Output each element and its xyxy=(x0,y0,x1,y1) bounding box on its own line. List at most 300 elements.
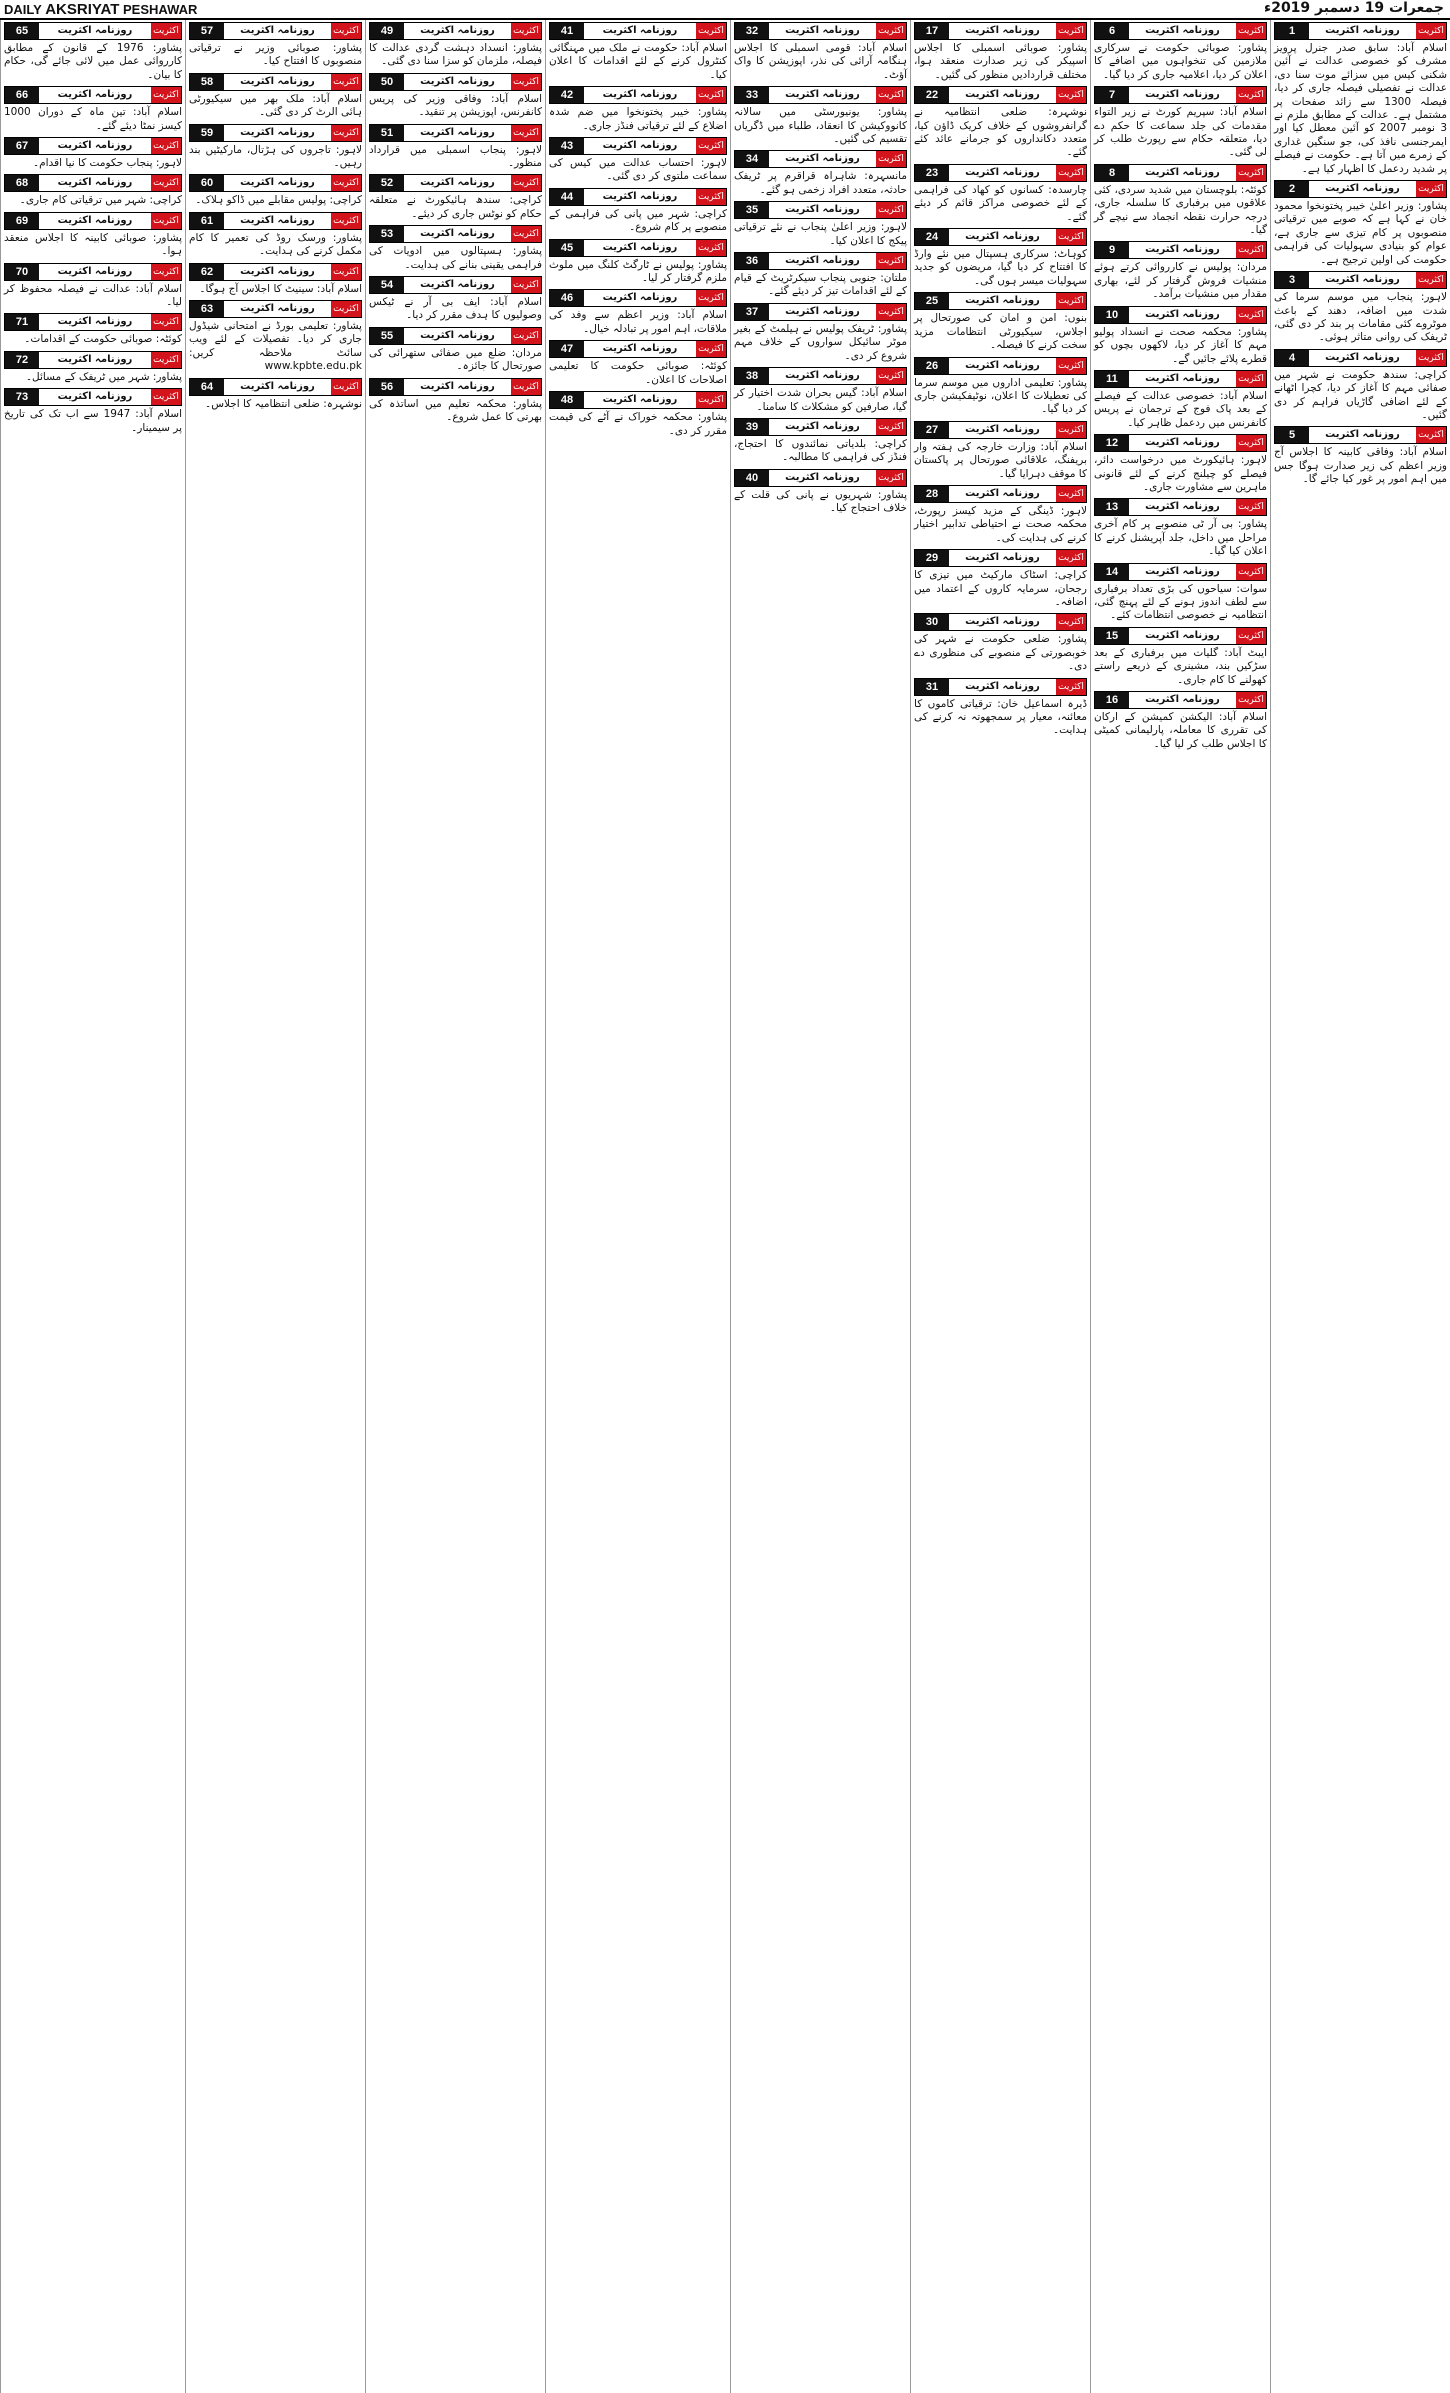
notice-body: پشاور: شہر میں ٹریفک کے مسائل۔ xyxy=(25,370,182,383)
paper-logo-badge: اکثریت xyxy=(511,277,541,293)
paper-logo-badge: اکثریت xyxy=(1236,87,1266,103)
notice-header xyxy=(4,263,182,281)
paper-logo-badge: اکثریت xyxy=(1236,242,1266,258)
notice-number: 1 xyxy=(1275,23,1309,39)
notice-body: اسلام آباد: سابق صدر جنرل پرویز مشرف کو خصوصی عدالت نے آئین شکنی کیس میں سزائے موت سنا دی، عدالت نے تفصیلی فیصلہ جاری کر دیا، فیصلہ 1300 سے زائد صفحات پر مشتمل ہے۔ عدالت کے مطابق ملزم نے 3 نومبر 2007 کو آئین معطل کیا اور ایمرجنسی نافذ کی، جو سنگین غداری کے زمرے میں آتا ہے۔ حکومت نے فیصلے پر شدید ردعمل کا اظہار کیا ہے۔ xyxy=(1274,42,1448,175)
paper-logo-badge: اکثریت xyxy=(511,74,541,90)
notice-header xyxy=(1094,627,1267,645)
notice-source-label: روزنامہ اکثریت xyxy=(240,265,315,277)
notice-source-label: روزنامہ اکثریت xyxy=(57,25,133,36)
notice-body: پشاور: ضلعی حکومت نے شہر کی خوبصورتی کے منصوبے کی منظوری دے دی۔ xyxy=(914,633,1087,673)
notice-header xyxy=(369,124,542,142)
notice-number: 13 xyxy=(1095,499,1129,515)
notice-source-label: روزنامہ اکثریت xyxy=(1325,183,1400,195)
classified-notice xyxy=(549,22,727,82)
classified-notice xyxy=(549,239,727,286)
classified-notice xyxy=(1094,86,1267,160)
classified-notice xyxy=(369,174,542,221)
notice-number: 11 xyxy=(1095,371,1129,387)
notice-header xyxy=(189,212,362,230)
notice-number: 60 xyxy=(190,175,224,191)
paper-logo-badge: اکثریت xyxy=(1056,614,1086,630)
notice-body: کراچی: اسٹاک مارکیٹ میں تیزی کا رجحان، سرمایہ کاروں کے اعتماد میں اضافہ۔ xyxy=(914,569,1087,608)
notice-body: پشاور: تعلیمی بورڈ نے امتحانی شیڈول جاری کر دیا۔ تفصیلات کے لئے ویب سائٹ ملاحظہ کریں: www.kpbte.edu.pk xyxy=(189,320,362,373)
notice-source-label: روزنامہ اکثریت xyxy=(602,140,678,152)
notice-header xyxy=(1094,22,1267,40)
notice-source-label: روزنامہ اکثریت xyxy=(1325,25,1400,36)
notice-source-label: روزنامہ اکثریت xyxy=(785,420,860,432)
notice-body: اسلام آباد: عدالت نے فیصلہ محفوظ کر لیا۔ xyxy=(4,282,182,309)
masthead xyxy=(0,0,1450,20)
notice-header xyxy=(369,73,542,91)
notice-source-label: روزنامہ اکثریت xyxy=(602,241,678,253)
classified-notice xyxy=(189,22,362,69)
paper-logo-badge: اکثریت xyxy=(1236,371,1266,387)
notice-number: 32 xyxy=(735,23,769,39)
classified-notice xyxy=(369,276,542,323)
notice-body: اسلام آباد: الیکشن کمیشن کے ارکان کی تقرری کا معاملہ، پارلیمانی کمیٹی کا اجلاس طلب کر لیا گیا۔ xyxy=(1094,711,1267,750)
notice-header xyxy=(1274,271,1447,289)
notice-number: 57 xyxy=(190,23,224,39)
classified-columns xyxy=(0,20,1450,2393)
paper-logo-badge: اکثریت xyxy=(1416,23,1446,39)
classified-notice xyxy=(4,388,182,435)
notice-number: 34 xyxy=(735,151,769,167)
paper-logo-badge: اکثریت xyxy=(511,175,541,191)
notice-number: 61 xyxy=(190,213,224,229)
notice-header xyxy=(914,357,1087,375)
notice-body: مردان: ضلع میں صفائی ستھرائی کی صورتحال کا جائزہ۔ xyxy=(369,346,542,373)
notice-body: مانسہرہ: شاہراہ قراقرم پر ٹریفک حادثہ، متعدد افراد زخمی ہو گئے۔ xyxy=(734,170,907,196)
notice-body: ایبٹ آباد: گلیات میں برفباری کے بعد سڑکیں بند، مشینری کے ذریعے راستے کھولنے کا کام جاری۔ xyxy=(1094,646,1267,686)
notice-number: 41 xyxy=(550,23,584,39)
paper-logo-badge: اکثریت xyxy=(1056,422,1086,438)
notice-body: پشاور: محکمہ تعلیم میں اساتذہ کی بھرتی کا عمل شروع۔ xyxy=(369,397,542,424)
paper-logo-badge: اکثریت xyxy=(151,175,181,191)
notice-header xyxy=(1094,241,1267,259)
notice-header xyxy=(914,292,1087,310)
notice-body: کوئٹہ: بلوچستان میں شدید سردی، کئی علاقوں میں برفباری کا سلسلہ جاری، درجہ حرارت نقطہ انجماد سے نیچے گر گیا۔ xyxy=(1094,183,1267,237)
notice-source-label: روزنامہ اکثریت xyxy=(420,75,495,87)
notice-header xyxy=(1094,370,1267,388)
notice-header xyxy=(914,22,1087,40)
notice-body: کراچی: سندھ ہائیکورٹ نے متعلقہ حکام کو نوٹس جاری کر دیئے۔ xyxy=(369,194,542,220)
classified-notice xyxy=(1094,370,1267,430)
notice-number: 49 xyxy=(370,23,404,39)
paper-logo-badge: اکثریت xyxy=(696,189,726,205)
paper-logo-badge: اکثریت xyxy=(1236,564,1266,580)
column-6 xyxy=(365,20,545,2393)
notice-body: بنوں: امن و امان کی صورتحال پر اجلاس، سیکیورٹی انتظامات مزید سخت کرنے کا فیصلہ۔ xyxy=(914,312,1087,352)
notice-number: 27 xyxy=(915,422,949,438)
notice-number: 55 xyxy=(370,328,404,344)
paper-logo-badge: اکثریت xyxy=(696,290,726,306)
notice-header xyxy=(369,327,542,345)
classified-notice xyxy=(549,188,727,235)
notice-number: 37 xyxy=(735,304,769,320)
paper-logo-badge: اکثریت xyxy=(331,213,361,229)
notice-header xyxy=(1274,426,1447,444)
notice-body: پشاور: پولیس نے ٹارگٹ کلنگ میں ملوث ملزم گرفتار کر لیا۔ xyxy=(549,258,727,285)
classified-notice xyxy=(914,292,1087,352)
notice-header xyxy=(549,340,727,358)
notice-body: اسلام آباد: خصوصی عدالت کے فیصلے کے بعد پاک فوج کے ترجمان نے پریس کانفرنس میں ردعمل ظاہر کیا۔ xyxy=(1094,389,1267,429)
paper-title: AKSRIYAT xyxy=(45,1,120,18)
notice-body: نوشہرہ: ضلعی انتظامیہ کا اجلاس۔ xyxy=(205,397,362,410)
notice-header xyxy=(1274,349,1447,367)
notice-number: 38 xyxy=(735,368,769,384)
notice-number: 24 xyxy=(915,229,949,245)
paper-logo-badge: اکثریت xyxy=(1416,272,1446,288)
notice-header xyxy=(4,174,182,192)
notice-header xyxy=(4,212,182,230)
notice-source-label: روزنامہ اکثریت xyxy=(240,126,315,138)
classified-notice xyxy=(734,86,907,146)
notice-number: 35 xyxy=(735,202,769,218)
paper-logo-badge: اکثریت xyxy=(1416,427,1446,443)
notice-body: چارسدہ: کسانوں کو کھاد کی فراہمی کے لئے خصوصی مراکز قائم کر دیئے گئے۔ xyxy=(914,183,1087,223)
classified-notice xyxy=(549,340,727,387)
notice-body: اسلام آباد: وفاقی کابینہ کا اجلاس آج وزیر اعظم کی زیر صدارت ہوگا جس میں اہم امور پر غور کیا جائے گا۔ xyxy=(1274,446,1447,486)
notice-number: 68 xyxy=(5,175,39,191)
paper-logo-badge: اکثریت xyxy=(1236,23,1266,39)
notice-body: پشاور: یونیورسٹی میں سالانہ کانووکیشن کا انعقاد، طلباء میں ڈگریاں تقسیم کی گئیں۔ xyxy=(734,106,907,146)
classified-notice xyxy=(914,421,1087,481)
classified-notice xyxy=(369,225,542,272)
classified-notice xyxy=(369,73,542,120)
notice-header xyxy=(914,164,1087,182)
notice-header xyxy=(369,22,542,40)
notice-body: اسلام آباد: گیس بحران شدت اختیار کر گیا، صارفین کو مشکلات کا سامنا۔ xyxy=(734,387,907,413)
notice-source-label: روزنامہ اکثریت xyxy=(57,177,133,189)
notice-source-label: روزنامہ اکثریت xyxy=(602,190,678,202)
classified-notice xyxy=(4,174,182,207)
classified-notice xyxy=(4,137,182,170)
paper-logo-badge: اکثریت xyxy=(1056,87,1086,103)
paper-logo-badge: اکثریت xyxy=(1236,628,1266,644)
notice-body: اسلام آباد: ملک بھر میں سیکیورٹی ہائی الرٹ کر دی گئی۔ xyxy=(189,92,362,119)
notice-body: لاہور: تاجروں کی ہڑتال، مارکیٹیں بند رہیں۔ xyxy=(189,143,362,170)
notice-source-label: روزنامہ اکثریت xyxy=(240,75,315,87)
notice-header xyxy=(1274,180,1447,198)
notice-body: پشاور: وزیر اعلیٰ خیبر پختونخوا محمود خان نے کہا ہے کہ صوبے میں ترقیاتی منصوبوں پر کام تیزی سے جاری ہے، عوام کو بنیادی سہولیات کی فراہمی حکومت کی اولین ترجیح ہے۔ xyxy=(1274,200,1447,266)
notice-source-label: روزنامہ اکثریت xyxy=(602,89,678,101)
notice-header xyxy=(1094,563,1267,581)
notice-source-label: روزنامہ اکثریت xyxy=(785,89,860,101)
paper-logo-badge: اکثریت xyxy=(696,23,726,39)
notice-body: اسلام آباد: ایف بی آر نے ٹیکس وصولیوں کا ہدف مقرر کر دیا۔ xyxy=(369,296,542,322)
notice-header xyxy=(734,418,907,436)
paper-logo-badge: اکثریت xyxy=(1416,350,1446,366)
notice-number: 51 xyxy=(370,125,404,141)
notice-header xyxy=(1094,86,1267,104)
paper-logo-badge: اکثریت xyxy=(151,23,181,39)
paper-logo-badge: اکثریت xyxy=(1056,679,1086,695)
notice-number: 2 xyxy=(1275,181,1309,197)
classified-notice xyxy=(4,313,182,346)
notice-number: 9 xyxy=(1095,242,1129,258)
classified-notice xyxy=(189,73,362,120)
column-8 xyxy=(0,20,185,2393)
notice-header xyxy=(549,188,727,206)
notice-header xyxy=(4,22,182,40)
notice-body: لاہور: احتساب عدالت میں کیس کی سماعت ملتوی کر دی گئی۔ xyxy=(549,157,727,183)
notice-header xyxy=(914,678,1087,696)
notice-source-label: روزنامہ اکثریت xyxy=(785,204,860,216)
notice-number: 25 xyxy=(915,293,949,309)
notice-header xyxy=(734,22,907,40)
notice-header xyxy=(549,391,727,409)
notice-source-label: روزنامہ اکثریت xyxy=(240,303,315,315)
notice-source-label: روزنامہ اکثریت xyxy=(1145,372,1220,384)
notice-header xyxy=(1094,691,1267,709)
notice-header xyxy=(369,276,542,294)
notice-source-label: روزنامہ اکثریت xyxy=(1145,501,1220,513)
classified-notice xyxy=(189,378,362,411)
notice-header xyxy=(1274,22,1447,40)
classified-notice xyxy=(369,22,542,69)
paper-logo-badge: اکثریت xyxy=(331,175,361,191)
notice-source-label: روزنامہ اکثریت xyxy=(240,25,315,36)
notice-body: پشاور: صوبائی حکومت نے سرکاری ملازمین کی تنخواہوں میں اضافے کا اعلان کر دیا، اعلامیہ جاری کر دیا گیا۔ xyxy=(1094,42,1267,81)
paper-logo-badge: اکثریت xyxy=(1236,435,1266,451)
paper-logo-badge: اکثریت xyxy=(1056,165,1086,181)
notice-header xyxy=(914,549,1087,567)
notice-number: 33 xyxy=(735,87,769,103)
notice-body: کوئٹہ: صوبائی حکومت کے اقدامات۔ xyxy=(24,333,182,346)
notice-source-label: روزنامہ اکثریت xyxy=(420,228,495,240)
notice-number: 14 xyxy=(1095,564,1129,580)
notice-header xyxy=(4,313,182,331)
notice-body: کراچی: سندھ حکومت نے شہر میں صفائی مہم کا آغاز کر دیا، کچرا اٹھانے کے لئے اضافی گاڑیاں فراہم کر دی گئیں۔ xyxy=(1274,368,1447,421)
paper-logo-badge: اکثریت xyxy=(511,379,541,395)
notice-source-label: روزنامہ اکثریت xyxy=(1325,429,1400,441)
notice-header xyxy=(914,86,1087,104)
daily-label: DAILY xyxy=(4,2,42,17)
notice-header xyxy=(549,137,727,155)
notice-header xyxy=(189,124,362,142)
paper-logo-badge: اکثریت xyxy=(1236,307,1266,323)
notice-source-label: روزنامہ اکثریت xyxy=(965,487,1040,499)
paper-logo-badge: اکثریت xyxy=(331,264,361,280)
notice-header xyxy=(549,289,727,307)
column-2 xyxy=(1090,20,1270,2393)
column-3 xyxy=(910,20,1090,2393)
classified-notice xyxy=(914,228,1087,288)
classified-notice xyxy=(1094,241,1267,301)
notice-number: 28 xyxy=(915,486,949,502)
notice-header xyxy=(369,225,542,243)
classified-notice xyxy=(734,418,907,465)
notice-source-label: روزنامہ اکثریت xyxy=(1145,308,1220,320)
paper-logo-badge: اکثریت xyxy=(151,314,181,330)
notice-number: 48 xyxy=(550,392,584,408)
notice-source-label: روزنامہ اکثریت xyxy=(420,177,495,189)
classified-notice xyxy=(734,201,907,248)
classified-notice xyxy=(369,124,542,171)
classified-notice xyxy=(734,22,907,82)
notice-body: اسلام آباد: حکومت نے ملک میں مہنگائی کنٹرول کرنے کے لئے اقدامات کا اعلان کیا۔ xyxy=(549,42,727,81)
notice-source-label: روزنامہ اکثریت xyxy=(965,423,1040,435)
classified-notice xyxy=(4,22,182,82)
paper-logo-badge: اکثریت xyxy=(331,379,361,395)
notice-number: 53 xyxy=(370,226,404,242)
notice-body: پشاور: شہریوں نے پانی کی قلت کے خلاف احتجاج کیا۔ xyxy=(734,488,907,515)
notice-number: 16 xyxy=(1095,692,1129,708)
notice-header xyxy=(189,300,362,318)
newspaper-name xyxy=(4,1,197,18)
paper-logo-badge: اکثریت xyxy=(151,352,181,368)
notice-source-label: روزنامہ اکثریت xyxy=(785,471,860,483)
notice-body: پشاور: خیبر پختونخوا میں ضم شدہ اضلاع کے لئے ترقیاتی فنڈز جاری۔ xyxy=(549,106,727,132)
classified-notice xyxy=(549,137,727,184)
classified-notice xyxy=(734,150,907,197)
notice-body: پشاور: ہسپتالوں میں ادویات کی فراہمی یقینی بنانے کی ہدایت۔ xyxy=(369,245,542,271)
classified-notice xyxy=(1094,691,1267,751)
notice-body: پشاور: محکمہ خوراک نے آٹے کی قیمت مقرر کر دی۔ xyxy=(549,411,727,437)
notice-source-label: روزنامہ اکثریت xyxy=(1145,89,1220,101)
notice-body: اسلام آباد: وفاقی وزیر کی پریس کانفرنس، اپوزیشن پر تنقید۔ xyxy=(369,92,542,119)
notice-header xyxy=(189,174,362,192)
notice-body: لاہور: پنجاب حکومت کا نیا اقدام۔ xyxy=(33,157,182,170)
paper-logo-badge: اکثریت xyxy=(876,23,906,39)
notice-source-label: روزنامہ اکثریت xyxy=(1145,629,1220,641)
notice-header xyxy=(4,86,182,104)
classified-notice xyxy=(1094,434,1267,494)
paper-logo-badge: اکثریت xyxy=(696,240,726,256)
classified-notice xyxy=(734,252,907,299)
paper-logo-badge: اکثریت xyxy=(1056,23,1086,39)
paper-logo-badge: اکثریت xyxy=(876,151,906,167)
notice-header xyxy=(734,303,907,321)
notice-body: کوئٹہ: صوبائی حکومت کا تعلیمی اصلاحات کا اعلان۔ xyxy=(549,360,727,386)
notice-header xyxy=(4,351,182,369)
notice-number: 46 xyxy=(550,290,584,306)
classified-notice xyxy=(369,327,542,374)
paper-logo-badge: اکثریت xyxy=(511,23,541,39)
classified-notice xyxy=(1274,271,1447,345)
notice-source-label: روزنامہ اکثریت xyxy=(1145,166,1220,178)
notice-header xyxy=(914,485,1087,503)
notice-header xyxy=(189,73,362,91)
notice-number: 73 xyxy=(5,389,39,405)
notice-source-label: روزنامہ اکثریت xyxy=(965,295,1040,307)
notice-source-label: روزنامہ اکثریت xyxy=(420,25,495,36)
notice-header xyxy=(734,150,907,168)
notice-number: 66 xyxy=(5,87,39,103)
notice-number: 63 xyxy=(190,301,224,317)
paper-logo-badge: اکثریت xyxy=(331,301,361,317)
paper-logo-badge: اکثریت xyxy=(1236,165,1266,181)
notice-number: 22 xyxy=(915,87,949,103)
column-1 xyxy=(1270,20,1450,2393)
paper-logo-badge: اکثریت xyxy=(696,87,726,103)
paper-logo-badge: اکثریت xyxy=(511,125,541,141)
notice-source-label: روزنامہ اکثریت xyxy=(1145,244,1220,256)
notice-source-label: روزنامہ اکثریت xyxy=(57,316,133,328)
notice-source-label: روزنامہ اکثریت xyxy=(602,394,678,406)
notice-body: اسلام آباد: تین ماہ کے دوران 1000 کیسز نمٹا دیئے گئے۔ xyxy=(4,106,182,132)
classified-notice xyxy=(1094,22,1267,82)
classified-notice xyxy=(1274,180,1447,267)
notice-source-label: روزنامہ اکثریت xyxy=(785,370,860,382)
paper-logo-badge: اکثریت xyxy=(696,138,726,154)
notice-header xyxy=(734,367,907,385)
issue-date: جمعرات 19 دسمبر 2019ء xyxy=(1264,0,1444,16)
classified-notice xyxy=(4,263,182,310)
notice-body: پشاور: ٹریفک پولیس نے ہیلمٹ کے بغیر موٹر سائیکل سواروں کے خلاف مہم شروع کر دی۔ xyxy=(734,322,907,362)
paper-logo-badge: اکثریت xyxy=(1236,692,1266,708)
notice-number: 31 xyxy=(915,679,949,695)
notice-source-label: روزنامہ اکثریت xyxy=(420,279,495,291)
notice-source-label: روزنامہ اکثریت xyxy=(965,166,1040,178)
classified-notice xyxy=(1274,349,1447,423)
notice-number: 45 xyxy=(550,240,584,256)
classified-notice xyxy=(914,357,1087,417)
notice-source-label: روزنامہ اکثریت xyxy=(965,89,1040,101)
notice-number: 70 xyxy=(5,264,39,280)
classified-notice xyxy=(914,549,1087,609)
notice-source-label: روزنامہ اکثریت xyxy=(965,680,1040,692)
notice-source-label: روزنامہ اکثریت xyxy=(1145,565,1220,577)
classified-notice xyxy=(734,303,907,363)
notice-number: 17 xyxy=(915,23,949,39)
classified-notice xyxy=(914,164,1087,224)
notice-header xyxy=(1094,164,1267,182)
notice-number: 44 xyxy=(550,189,584,205)
notice-source-label: روزنامہ اکثریت xyxy=(240,177,315,189)
notice-body: لاہور: وزیر اعلیٰ پنجاب نے نئے ترقیاتی پیکج کا اعلان کیا۔ xyxy=(734,221,907,247)
paper-logo-badge: اکثریت xyxy=(876,304,906,320)
notice-body: پشاور: محکمہ صحت نے انسداد پولیو مہم کا آغاز کر دیا، لاکھوں بچوں کو قطرے پلائے جائیں گے۔ xyxy=(1094,325,1267,365)
classified-notice xyxy=(549,289,727,336)
notice-number: 29 xyxy=(915,550,949,566)
notice-header xyxy=(189,378,362,396)
notice-header xyxy=(1094,498,1267,516)
paper-logo-badge: اکثریت xyxy=(1056,229,1086,245)
notice-number: 71 xyxy=(5,314,39,330)
classified-notice xyxy=(549,391,727,438)
classified-notice xyxy=(734,367,907,414)
notice-source-label: روزنامہ اکثریت xyxy=(602,343,678,355)
notice-body: پشاور: 1976 کے قانون کے مطابق کارروائی عمل میں لائی جائے گی، حکام کا بیان۔ xyxy=(4,42,182,81)
notice-source-label: روزنامہ اکثریت xyxy=(602,25,678,36)
notice-source-label: روزنامہ اکثریت xyxy=(1145,694,1220,705)
notice-body: اسلام آباد: وزیر اعظم سے وفد کی ملاقات، اہم امور پر تبادلہ خیال۔ xyxy=(549,309,727,335)
notice-number: 4 xyxy=(1275,350,1309,366)
notice-header xyxy=(734,86,907,104)
notice-number: 30 xyxy=(915,614,949,630)
notice-number: 23 xyxy=(915,165,949,181)
notice-header xyxy=(189,22,362,40)
notice-number: 26 xyxy=(915,358,949,374)
notice-source-label: روزنامہ اکثریت xyxy=(1145,437,1220,449)
notice-source-label: روزنامہ اکثریت xyxy=(57,353,133,365)
notice-body: کراچی: شہر میں ترقیاتی کام جاری۔ xyxy=(19,194,182,207)
classified-notice xyxy=(1094,164,1267,238)
notice-source-label: روزنامہ اکثریت xyxy=(785,25,860,36)
paper-logo-badge: اکثریت xyxy=(876,87,906,103)
notice-header xyxy=(734,201,907,219)
classified-notice xyxy=(1094,627,1267,687)
notice-source-label: روزنامہ اکثریت xyxy=(420,380,495,392)
notice-body: پشاور: صوبائی کابینہ کا اجلاس منعقد ہوا۔ xyxy=(4,231,182,258)
notice-body: پشاور: انسداد دہشت گردی عدالت کا فیصلہ، ملزمان کو سزا سنا دی گئی۔ xyxy=(369,42,542,68)
notice-source-label: روزنامہ اکثریت xyxy=(240,214,315,226)
notice-source-label: روزنامہ اکثریت xyxy=(965,359,1040,371)
notice-body: لاہور: پنجاب میں موسم سرما کی شدت میں اضافہ، دھند کے باعث موٹروے کئی مقامات پر بند کر دی گئی، ٹریفک کی روانی متاثر ہوئی۔ xyxy=(1274,291,1447,344)
notice-body: اسلام آباد: سینیٹ کا اجلاس آج ہوگا۔ xyxy=(199,282,362,295)
